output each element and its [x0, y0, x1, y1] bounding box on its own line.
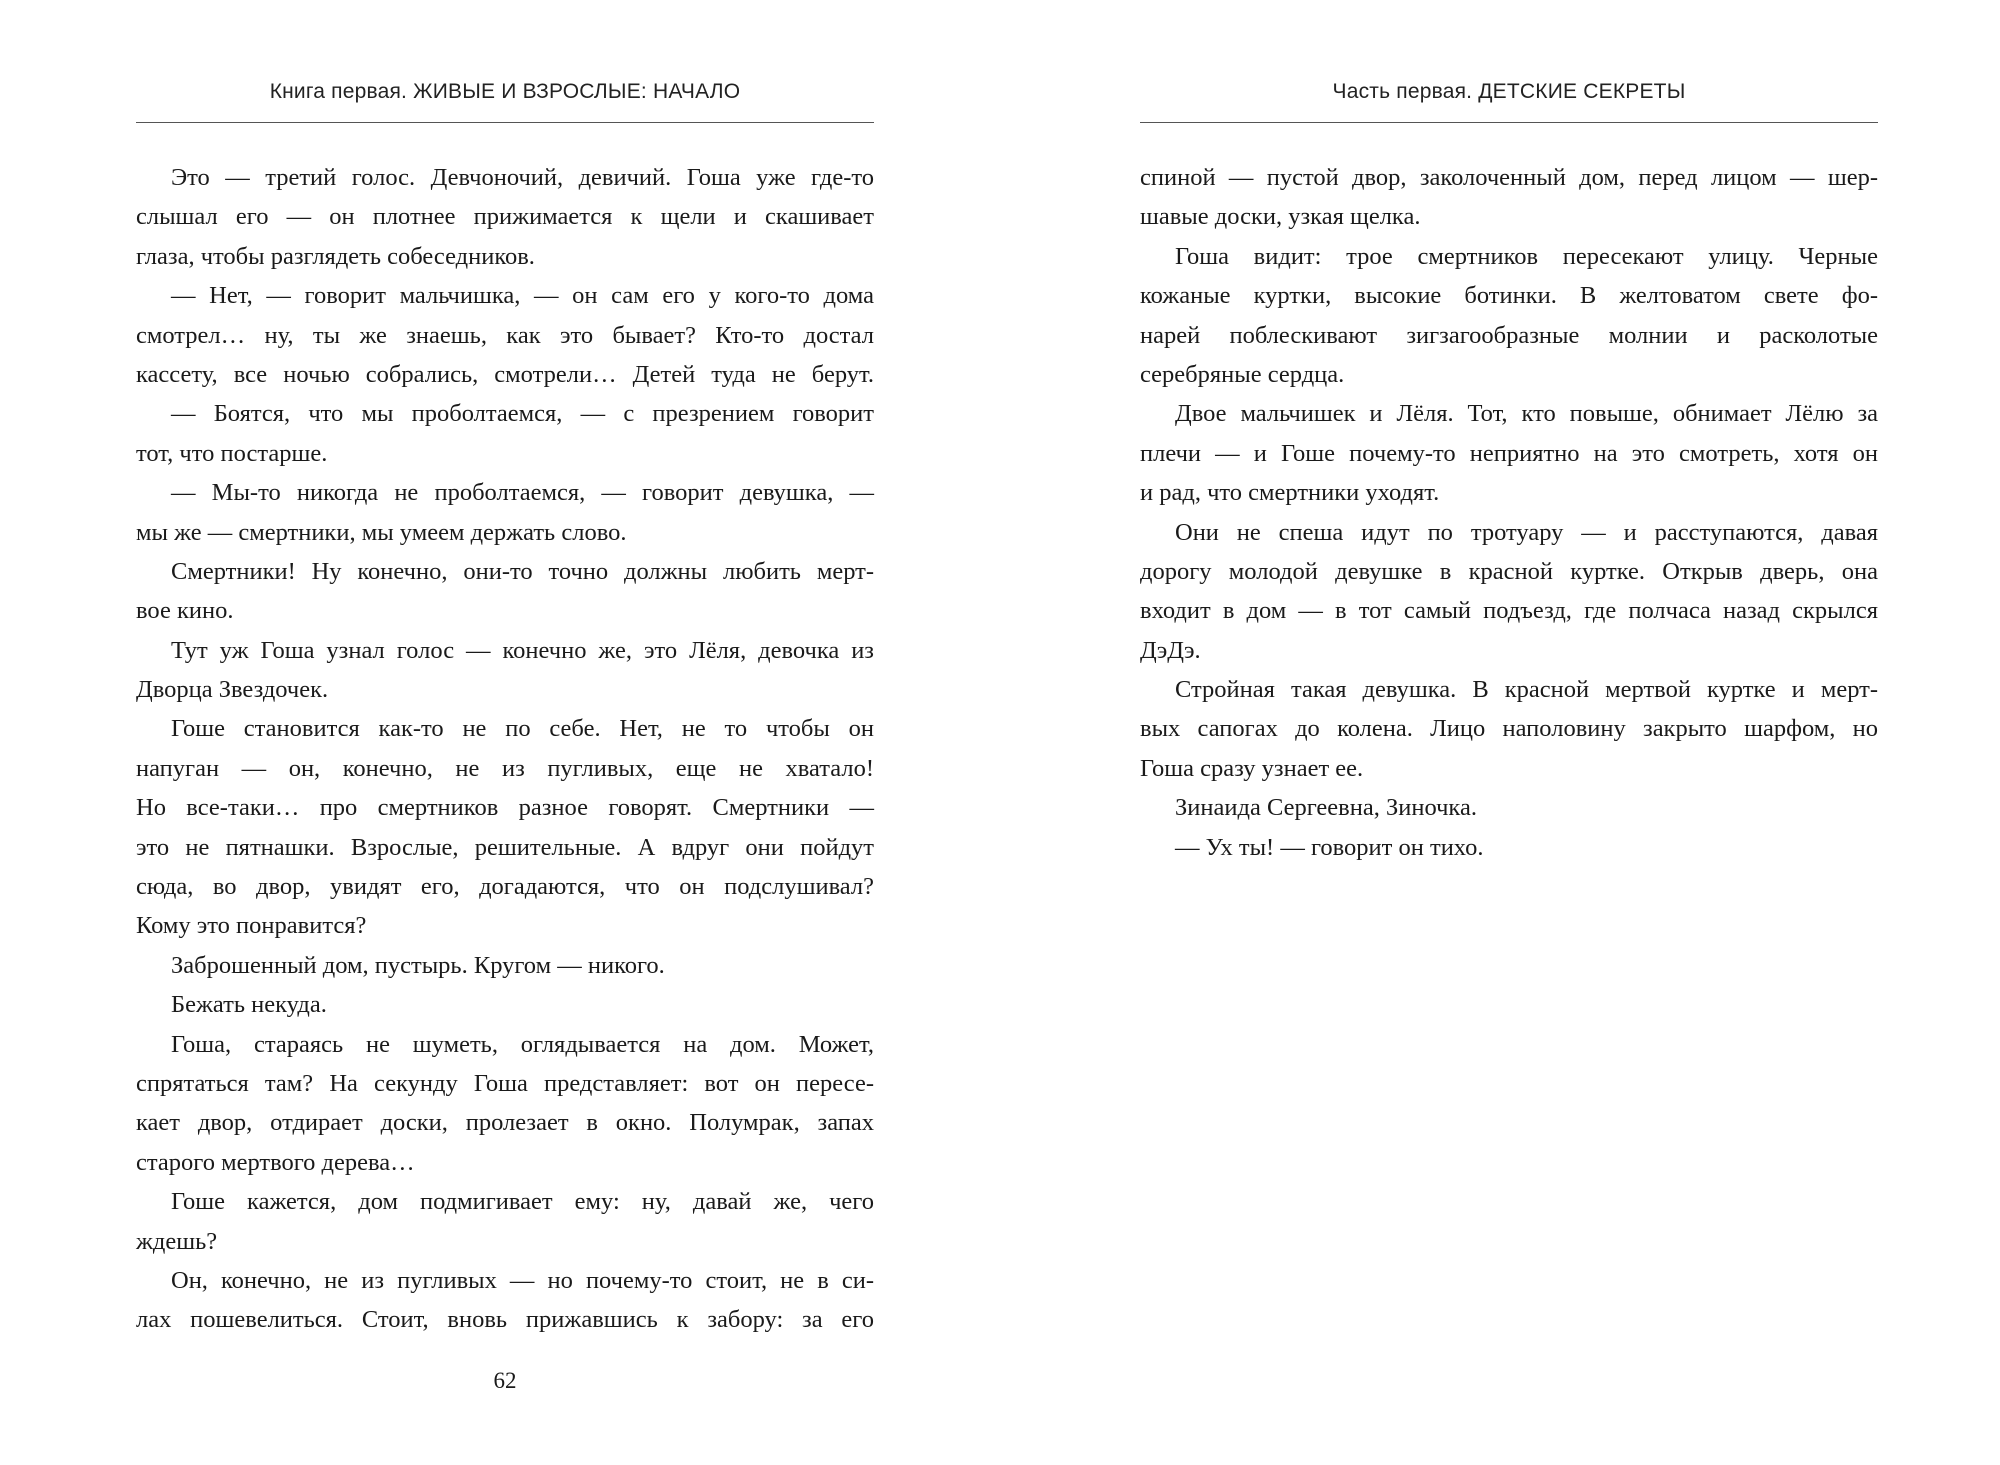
text-line: Тут уж Гоша узнал голос — конечно же, это Лёля, девочка из	[171, 636, 874, 664]
body-text-right	[1140, 158, 1878, 867]
body-text-left	[136, 158, 874, 1340]
text-line: смотрел… ну, ты же знаешь, как это бывает? Кто-то достал	[136, 321, 874, 349]
text-line: кает двор, отдирает доски, пролезает в окно. Полумрак, запах	[136, 1109, 874, 1137]
text-line: это не пятнашки. Взрослые, решительные. А вдруг они пойдут	[136, 833, 874, 861]
text-line: старого мертвого дерева…	[136, 1148, 415, 1176]
text-line: Гоше кажется, дом подмигивает ему: ну, давай же, чего	[171, 1188, 874, 1216]
text-line: — Боятся, что мы проболтаемся, — с презрением говорит	[171, 400, 874, 428]
text-line: напуган — он, конечно, не из пугливых, еще не хватало!	[136, 754, 874, 782]
text-line: Кому это понравится?	[136, 912, 367, 940]
text-line: и рад, что смертники уходят.	[1140, 479, 1440, 507]
text-line: вых сапогах до колена. Лицо наполовину закрыто шарфом, но	[1140, 715, 1878, 743]
text-line: — Ух ты! — говорит он тихо.	[1175, 833, 1484, 861]
text-line: лах пошевелиться. Стоит, вновь прижавшись к забору: за его	[136, 1306, 874, 1334]
text-line: Зинаида Сергеевна, Зиночка.	[1175, 794, 1477, 822]
text-line: нарей поблескивают зигзагообразные молнии и расколотые	[1140, 321, 1878, 349]
left-page	[136, 0, 874, 1465]
text-line: сюда, во двор, увидят его, догадаются, что он подслушивал?	[136, 873, 874, 901]
text-line: Они не спеша идут по тротуару — и расступаются, давая	[1175, 518, 1878, 546]
page-number: 62	[493, 1368, 517, 1393]
text-line: ДэДэ.	[1140, 636, 1201, 664]
text-line: тот, что постарше.	[136, 439, 328, 467]
text-line: кассету, все ночью собрались, смотрели… Детей туда не берут.	[136, 360, 874, 388]
text-line: ждешь?	[136, 1227, 218, 1255]
text-line: Заброшенный дом, пустырь. Кругом — никого.	[171, 951, 665, 979]
header-rule-right	[1140, 122, 1878, 123]
text-line: Но все-таки… про смертников разное говорят. Смертники —	[136, 794, 874, 822]
text-line: Бежать некуда.	[171, 991, 327, 1019]
text-line: спиной — пустой двор, заколоченный дом, перед лицом — шер-	[1140, 164, 1878, 191]
text-line: Гоша, стараясь не шуметь, оглядывается на дом. Может,	[171, 1030, 874, 1058]
running-head-right: Часть первая. ДЕТСКИЕ СЕКРЕТЫ	[1332, 80, 1686, 103]
header-rule-left	[136, 122, 874, 123]
text-line: Гоше становится как-то не по себе. Нет, не то чтобы он	[171, 715, 874, 743]
text-line: мы же — смертники, мы умеем держать слово.	[136, 518, 627, 546]
text-line: — Нет, — говорит мальчишка, — он сам его у кого-то дома	[171, 282, 874, 310]
text-line: входит в дом — в тот самый подъезд, где полчаса назад скрылся	[1140, 597, 1878, 625]
text-line: Стройная такая девушка. В красной мертвой куртке и мерт-	[1175, 676, 1878, 704]
text-line: Это — третий голос. Девчоночий, девичий. Гоша уже где-то	[171, 164, 874, 191]
text-line: дорогу молодой девушке в красной куртке. Открыв дверь, она	[1140, 557, 1878, 585]
text-line: вое кино.	[136, 597, 234, 625]
text-line: Двое мальчишек и Лёля. Тот, кто повыше, обнимает Лёлю за	[1175, 400, 1878, 428]
text-line: шавые доски, узкая щелка.	[1140, 203, 1421, 231]
text-line: серебряные сердца.	[1140, 360, 1345, 388]
text-line: Смертники! Ну конечно, они-то точно должны любить мерт-	[171, 557, 874, 585]
text-line: глаза, чтобы разглядеть собеседников.	[136, 242, 535, 270]
text-line: Гоша сразу узнает ее.	[1140, 754, 1364, 782]
right-page	[1140, 0, 1878, 1465]
text-line: — Мы-то никогда не проболтаемся, — говорит девушка, —	[171, 479, 874, 507]
text-line: Гоша видит: трое смертников пересекают улицу. Черные	[1175, 242, 1878, 270]
text-line: слышал его — он плотнее прижимается к щели и скашивает	[136, 203, 874, 231]
text-line: Он, конечно, не из пугливых — но почему-то стоит, не в си-	[171, 1266, 874, 1294]
text-line: плечи — и Гоше почему-то неприятно на это смотреть, хотя он	[1140, 439, 1878, 467]
running-head-left: Книга первая. ЖИВЫЕ И ВЗРОСЛЫЕ: НАЧАЛО	[269, 80, 741, 103]
text-line: Дворца Звездочек.	[136, 676, 329, 704]
text-line: спрятаться там? На секунду Гоша представляет: вот он пересе-	[136, 1069, 874, 1097]
text-line: кожаные куртки, высокие ботинки. В желтоватом свете фо-	[1140, 282, 1878, 310]
